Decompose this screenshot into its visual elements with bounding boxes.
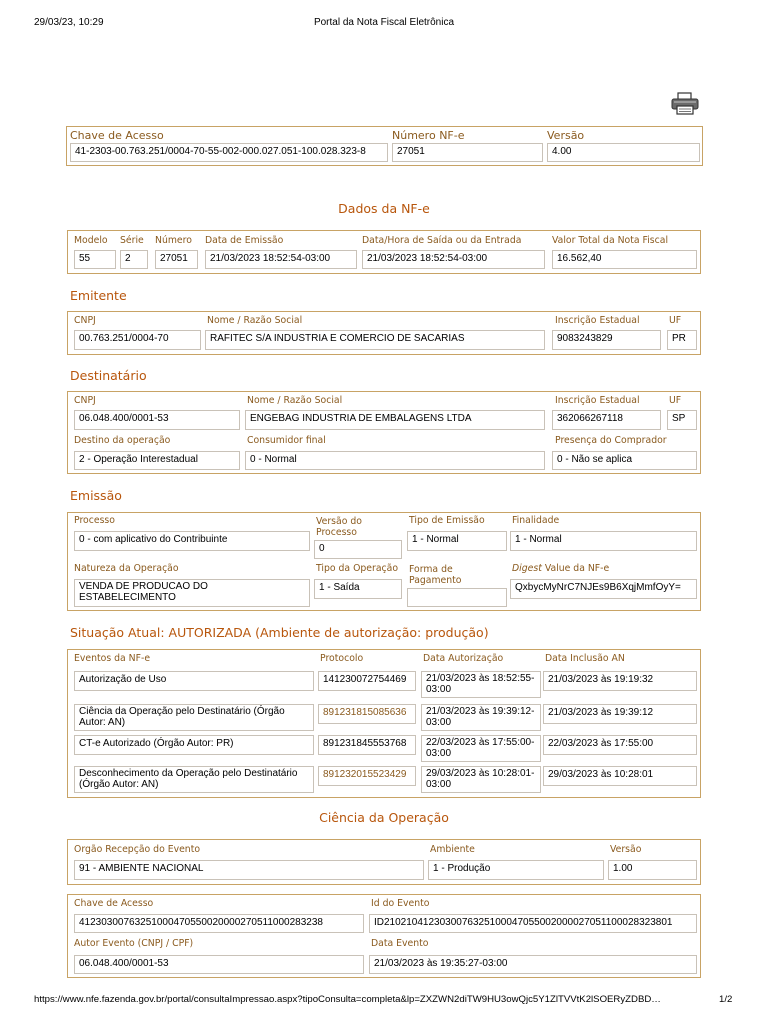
numero-label: Número bbox=[155, 235, 192, 246]
dest-uf-label: UF bbox=[669, 395, 682, 406]
modelo-value: 55 bbox=[74, 250, 116, 269]
dest-nome-value: ENGEBAG INDUSTRIA DE EMBALAGENS LTDA bbox=[245, 410, 545, 430]
data-saida-label: Data/Hora de Saída ou da Entrada bbox=[362, 235, 522, 246]
tipo-emissao-value: 1 - Normal bbox=[407, 531, 507, 551]
situacao-title: Situação Atual: AUTORIZADA (Ambiente de autorização: produção) bbox=[70, 625, 489, 640]
finalidade-value: 1 - Normal bbox=[510, 531, 697, 551]
ciencia-versao-label: Versão bbox=[610, 844, 642, 855]
chave-acesso-value: 41-2303-00.763.251/0004-70-55-002-000.027.051-100.028.323-8 bbox=[70, 143, 388, 162]
evento-row-1-data-inc: 21/03/2023 às 19:19:32 bbox=[543, 671, 697, 691]
valor-total-value: 16.562,40 bbox=[552, 250, 697, 269]
evento-row-3-data-aut: 22/03/2023 às 17:55:00-03:00 bbox=[421, 735, 541, 762]
versao-value: 4.00 bbox=[547, 143, 700, 162]
tipo-operacao-label: Tipo da Operação bbox=[316, 563, 399, 574]
evento-row-3-evento: CT-e Autorizado (Órgão Autor: PR) bbox=[74, 735, 314, 755]
evento-row-3-protocolo: 891231845553768 bbox=[318, 735, 416, 755]
data-emissao-value: 21/03/2023 18:52:54-03:00 bbox=[205, 250, 357, 269]
evento-row-1-protocolo: 141230072754469 bbox=[318, 671, 416, 691]
print-page-number: 1/2 bbox=[719, 994, 733, 1005]
chave-acesso-label: Chave de Acesso bbox=[70, 129, 164, 142]
natureza-operacao-value: VENDA DE PRODUCAO DO ESTABELECIMENTO bbox=[74, 579, 310, 607]
destino-operacao-value: 2 - Operação Interestadual bbox=[74, 451, 240, 470]
presenca-comprador-value: 0 - Não se aplica bbox=[552, 451, 697, 470]
numero-nfe-value: 27051 bbox=[392, 143, 543, 162]
evento-row-2-data-inc: 21/03/2023 às 19:39:12 bbox=[543, 704, 697, 724]
serie-label: Série bbox=[120, 235, 144, 246]
natureza-operacao-label: Natureza da Operação bbox=[74, 563, 179, 574]
valor-total-label: Valor Total da Nota Fiscal bbox=[552, 235, 669, 246]
evento-row-4-data-inc: 29/03/2023 às 10:28:01 bbox=[543, 766, 697, 786]
emitente-ie-value: 9083243829 bbox=[552, 330, 661, 350]
finalidade-label: Finalidade bbox=[512, 515, 560, 526]
versao-processo-value: 0 bbox=[314, 540, 402, 559]
evento-row-4-protocolo-link[interactable]: 891232015523429 bbox=[318, 766, 416, 786]
autor-evento-label: Autor Evento (CNPJ / CPF) bbox=[74, 938, 194, 949]
evento-row-2-data-aut: 21/03/2023 às 19:39:12-03:00 bbox=[421, 704, 541, 731]
serie-value: 2 bbox=[120, 250, 148, 269]
tipo-emissao-label: Tipo de Emissão bbox=[409, 515, 485, 526]
modelo-label: Modelo bbox=[74, 235, 108, 246]
id-evento-value: ID2102104123030076325100047055002000027051100028323801 bbox=[369, 914, 697, 933]
orgao-recepcao-value: 91 - AMBIENTE NACIONAL bbox=[74, 860, 424, 880]
emitente-nome-value: RAFITEC S/A INDUSTRIA E COMERCIO DE SACARIAS bbox=[205, 330, 545, 350]
consumidor-final-value: 0 - Normal bbox=[245, 451, 545, 470]
digest-value: QxbycMyNrC7NJEs9B6XqjMmfOyY= bbox=[510, 579, 697, 599]
dest-uf-value: SP bbox=[667, 410, 697, 430]
emitente-nome-label: Nome / Razão Social bbox=[207, 315, 303, 326]
eventos-header: Eventos da NF-e bbox=[74, 653, 151, 664]
ciencia-title: Ciência da Operação bbox=[319, 810, 449, 825]
evento-row-4-evento: Desconhecimento da Operação pelo Destinatário (Órgão Autor: AN) bbox=[74, 766, 314, 793]
data-evento-label: Data Evento bbox=[371, 938, 429, 949]
dest-cnpj-label: CNPJ bbox=[74, 395, 96, 406]
processo-label: Processo bbox=[74, 515, 115, 526]
print-footer-url: https://www.nfe.fazenda.gov.br/portal/consultaImpressao.aspx?tipoConsulta=completa&lp=ZXZWN2diTW9HU3owQjc5Y1ZlTVVtK2lSOERyZDBD… bbox=[34, 994, 661, 1005]
emitente-cnpj-label: CNPJ bbox=[74, 315, 96, 326]
versao-processo-label: Versão do Processo bbox=[316, 516, 362, 538]
print-page-title: Portal da Nota Fiscal Eletrônica bbox=[313, 17, 455, 28]
autor-evento-value: 06.048.400/0001-53 bbox=[74, 955, 364, 974]
data-evento-value: 21/03/2023 às 19:35:27-03:00 bbox=[369, 955, 697, 974]
processo-value: 0 - com aplicativo do Contribuinte bbox=[74, 531, 310, 551]
dest-ie-value: 362066267118 bbox=[552, 410, 661, 430]
evento-row-1-data-aut: 21/03/2023 às 18:52:55-03:00 bbox=[421, 671, 541, 698]
ambiente-value: 1 - Produção bbox=[428, 860, 604, 880]
orgao-recepcao-label: Orgão Recepção do Evento bbox=[74, 844, 201, 855]
versao-label: Versão bbox=[547, 129, 585, 142]
forma-pagamento-value bbox=[407, 588, 507, 607]
emissao-title: Emissão bbox=[70, 488, 122, 503]
consumidor-final-label: Consumidor final bbox=[247, 435, 326, 446]
protocolo-header: Protocolo bbox=[320, 653, 364, 664]
numero-nfe-label: Número NF-e bbox=[392, 129, 465, 142]
data-emissao-label: Data de Emissão bbox=[205, 235, 284, 246]
emitente-cnpj-value: 00.763.251/0004-70 bbox=[74, 330, 201, 350]
presenca-comprador-label: Presença do Comprador bbox=[555, 435, 667, 446]
dados-nfe-title: Dados da NF-e bbox=[338, 201, 430, 216]
data-saida-value: 21/03/2023 18:52:54-03:00 bbox=[362, 250, 545, 269]
destino-operacao-label: Destino da operação bbox=[74, 435, 171, 446]
tipo-operacao-value: 1 - Saída bbox=[314, 579, 402, 599]
emitente-uf-value: PR bbox=[667, 330, 697, 350]
destinatario-title: Destinatário bbox=[70, 368, 147, 383]
evento-row-4-data-aut: 29/03/2023 às 10:28:01-03:00 bbox=[421, 766, 541, 793]
data-inclusao-header: Data Inclusão AN bbox=[545, 653, 625, 664]
ambiente-label: Ambiente bbox=[430, 844, 475, 855]
evento-row-1-evento: Autorização de Uso bbox=[74, 671, 314, 691]
emitente-uf-label: UF bbox=[669, 315, 682, 326]
data-autorizacao-header: Data Autorização bbox=[423, 653, 504, 664]
dest-ie-label: Inscrição Estadual bbox=[555, 395, 640, 406]
print-datetime: 29/03/23, 10:29 bbox=[34, 17, 104, 28]
forma-pagamento-label: Forma de Pagamento bbox=[409, 564, 462, 586]
ciencia-versao-value: 1.00 bbox=[608, 860, 697, 880]
emitente-ie-label: Inscrição Estadual bbox=[555, 315, 640, 326]
dest-nome-label: Nome / Razão Social bbox=[247, 395, 343, 406]
ciencia-chave-label: Chave de Acesso bbox=[74, 898, 154, 909]
evento-row-2-protocolo-link[interactable]: 891231815085636 bbox=[318, 704, 416, 724]
ciencia-chave-value: 41230300763251000470550020000270511000283238 bbox=[74, 914, 364, 933]
emitente-title: Emitente bbox=[70, 288, 127, 303]
evento-row-2-evento: Ciência da Operação pelo Destinatário (Órgão Autor: AN) bbox=[74, 704, 314, 731]
numero-value: 27051 bbox=[155, 250, 198, 269]
printer-icon[interactable] bbox=[669, 92, 701, 116]
dest-cnpj-value: 06.048.400/0001-53 bbox=[74, 410, 240, 430]
digest-value-label: Digest Value da NF-e bbox=[512, 563, 610, 574]
evento-row-3-data-inc: 22/03/2023 às 17:55:00 bbox=[543, 735, 697, 755]
id-evento-label: Id do Evento bbox=[371, 898, 430, 909]
